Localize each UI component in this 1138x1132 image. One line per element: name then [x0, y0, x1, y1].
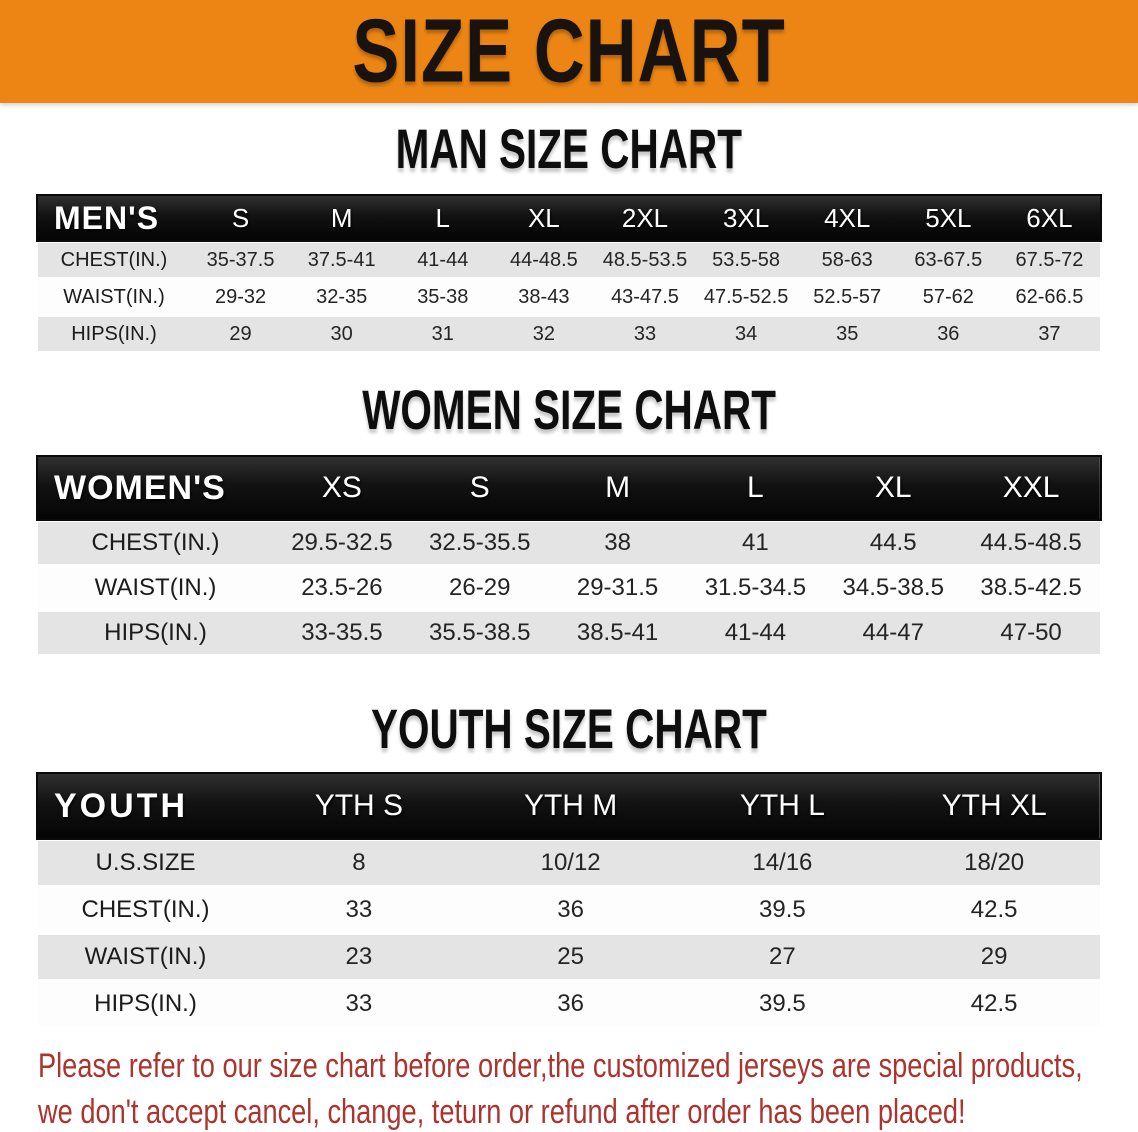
- table-header-row: [38, 457, 1100, 519]
- size-value-cell: 38.5-42.5: [980, 574, 1082, 601]
- size-value-cell: 33: [345, 896, 373, 923]
- size-value-cell: 35: [836, 322, 859, 345]
- size-value-cell: 30: [330, 322, 353, 345]
- size-value-cell: 63-67.5: [914, 248, 983, 271]
- women-size-section: [0, 380, 1138, 657]
- size-value-cell: 62-66.5: [1015, 285, 1084, 308]
- size-value-cell: 29: [229, 322, 252, 345]
- table-row: [38, 888, 1100, 932]
- size-value-cell: 36: [557, 896, 584, 923]
- size-value-cell: 8: [352, 849, 366, 876]
- size-value-cell: 53.5-58: [712, 248, 781, 271]
- men-section-heading-text: MAN SIZE CHART: [395, 117, 743, 181]
- size-column-header: XXL: [1002, 471, 1060, 504]
- size-column-header: 5XL: [925, 202, 972, 233]
- women-section-heading-text: WOMEN SIZE CHART: [362, 378, 776, 442]
- size-value-cell: 42.5: [970, 896, 1018, 923]
- size-value-cell: 35-38: [417, 285, 469, 308]
- size-value-cell: 36: [937, 322, 960, 345]
- measurement-row-label: WAIST(IN.): [94, 574, 217, 601]
- size-column-header: M: [605, 471, 631, 504]
- size-value-cell: 14/16: [752, 849, 813, 876]
- size-value-cell: 44.5-48.5: [980, 529, 1082, 556]
- size-value-cell: 41-44: [417, 248, 469, 271]
- size-value-cell: 38-43: [518, 285, 570, 308]
- size-value-cell: 52.5-57: [813, 285, 882, 308]
- table-row: [38, 612, 1100, 654]
- size-value-cell: 67.5-72: [1015, 248, 1084, 271]
- size-value-cell: 26-29: [449, 574, 511, 601]
- size-value-cell: 33: [633, 322, 657, 345]
- page-title: [336, 1, 802, 102]
- size-value-cell: 39.5: [759, 990, 806, 1017]
- size-value-cell: 35-37.5: [206, 248, 275, 271]
- table-row: [38, 935, 1100, 979]
- size-value-cell: 47.5-52.5: [703, 285, 789, 308]
- size-value-cell: 34.5-38.5: [842, 574, 944, 601]
- measurement-row-label: HIPS(IN.): [104, 619, 207, 646]
- size-value-cell: 33-35.5: [301, 619, 383, 646]
- size-column-header: 3XL: [722, 202, 770, 233]
- size-column-header: XL: [874, 471, 912, 504]
- size-value-cell: 34: [734, 322, 758, 345]
- size-value-cell: 29.5-32.5: [291, 529, 393, 556]
- size-value-cell: 27: [769, 943, 796, 970]
- size-column-header: YTH XL: [941, 789, 1047, 822]
- size-value-cell: 31: [431, 322, 454, 345]
- disclaimer-line-1: Please refer to our size chart before order,the customized jerseys are special products,: [38, 1047, 1083, 1085]
- measurement-row-label: CHEST(IN.): [91, 529, 220, 556]
- size-value-cell: 43-47.5: [611, 285, 679, 308]
- size-column-header: YTH S: [314, 789, 404, 822]
- size-column-header: 2XL: [621, 202, 669, 233]
- size-value-cell: 32: [532, 322, 555, 345]
- men-section-heading: [0, 119, 1138, 179]
- size-value-cell: 48.5-53.5: [602, 248, 688, 271]
- size-value-cell: 38.5-41: [576, 619, 659, 646]
- measurement-row-label: HIPS(IN.): [94, 990, 197, 1017]
- size-value-cell: 44.5: [869, 529, 917, 556]
- size-value-cell: 47-50: [1000, 619, 1062, 646]
- page-title-text: SIZE CHART: [352, 1, 786, 102]
- measurement-row-label: HIPS(IN.): [71, 322, 157, 345]
- size-value-cell: 23: [345, 943, 373, 970]
- table-group-label: YOUTH: [54, 786, 188, 825]
- table-header-row: [38, 196, 1100, 240]
- size-column-header: L: [435, 202, 450, 233]
- men-size-table: [38, 193, 1100, 354]
- size-column-header: 6XL: [1026, 202, 1073, 233]
- size-value-cell: 31.5-34.5: [704, 574, 807, 601]
- men-size-section: [0, 119, 1138, 354]
- youth-size-section: [0, 699, 1138, 1029]
- size-value-cell: 10/12: [540, 849, 601, 876]
- youth-section-heading: [0, 699, 1138, 759]
- table-row: [38, 317, 1100, 351]
- table-row: [38, 522, 1100, 564]
- size-value-cell: 39.5: [759, 896, 806, 923]
- size-value-cell: 18/20: [964, 849, 1025, 876]
- size-value-cell: 29: [980, 943, 1008, 970]
- size-value-cell: 29-31.5: [576, 574, 659, 601]
- size-value-cell: 38: [604, 529, 631, 556]
- disclaimer: [38, 1043, 1138, 1132]
- disclaimer-line-2: we don't accept cancel, change, teturn or refund after order has been placed!: [38, 1093, 966, 1131]
- size-column-header: XL: [527, 202, 560, 233]
- size-value-cell: 41-44: [724, 619, 787, 646]
- women-size-table: [38, 454, 1100, 657]
- table-group-label: WOMEN'S: [54, 468, 226, 507]
- size-value-cell: 44-47: [862, 619, 924, 646]
- size-value-cell: 37: [1038, 322, 1061, 345]
- size-value-cell: 23.5-26: [301, 574, 383, 601]
- size-value-cell: 57-62: [922, 285, 974, 308]
- size-value-cell: 35.5-38.5: [429, 619, 531, 646]
- size-column-header: S: [469, 471, 490, 504]
- measurement-row-label: CHEST(IN.): [60, 248, 168, 271]
- size-column-header: YTH L: [739, 789, 825, 822]
- women-section-heading: [0, 380, 1138, 440]
- table-row: [38, 280, 1100, 314]
- table-row: [38, 243, 1100, 277]
- size-value-cell: 32-35: [316, 285, 368, 308]
- youth-section-heading-text: YOUTH SIZE CHART: [371, 697, 767, 761]
- measurement-row-label: CHEST(IN.): [81, 896, 210, 923]
- table-row: [38, 982, 1100, 1026]
- size-column-header: YTH M: [523, 789, 618, 822]
- table-group-label: MEN'S: [54, 199, 160, 236]
- measurement-row-label: U.S.SIZE: [95, 849, 196, 876]
- banner: [0, 0, 1138, 103]
- size-column-header: XS: [321, 471, 362, 504]
- size-value-cell: 36: [557, 990, 584, 1017]
- size-value-cell: 33: [345, 990, 373, 1017]
- measurement-row-label: WAIST(IN.): [84, 943, 207, 970]
- table-row: [38, 567, 1100, 609]
- size-value-cell: 41: [742, 529, 769, 556]
- size-value-cell: 25: [557, 943, 584, 970]
- size-value-cell: 37.5-41: [307, 248, 376, 271]
- size-column-header: M: [330, 202, 353, 233]
- size-value-cell: 44-48.5: [509, 248, 578, 271]
- table-row: [38, 841, 1100, 885]
- size-value-cell: 42.5: [970, 990, 1018, 1017]
- size-column-header: S: [231, 202, 250, 233]
- table-header-row: [38, 774, 1100, 838]
- size-value-cell: 29-32: [214, 285, 267, 308]
- size-value-cell: 32.5-35.5: [429, 529, 531, 556]
- size-value-cell: 58-63: [821, 248, 873, 271]
- size-column-header: L: [747, 471, 764, 504]
- measurement-row-label: WAIST(IN.): [63, 285, 165, 308]
- youth-size-table: [38, 771, 1100, 1029]
- size-column-header: 4XL: [824, 202, 871, 233]
